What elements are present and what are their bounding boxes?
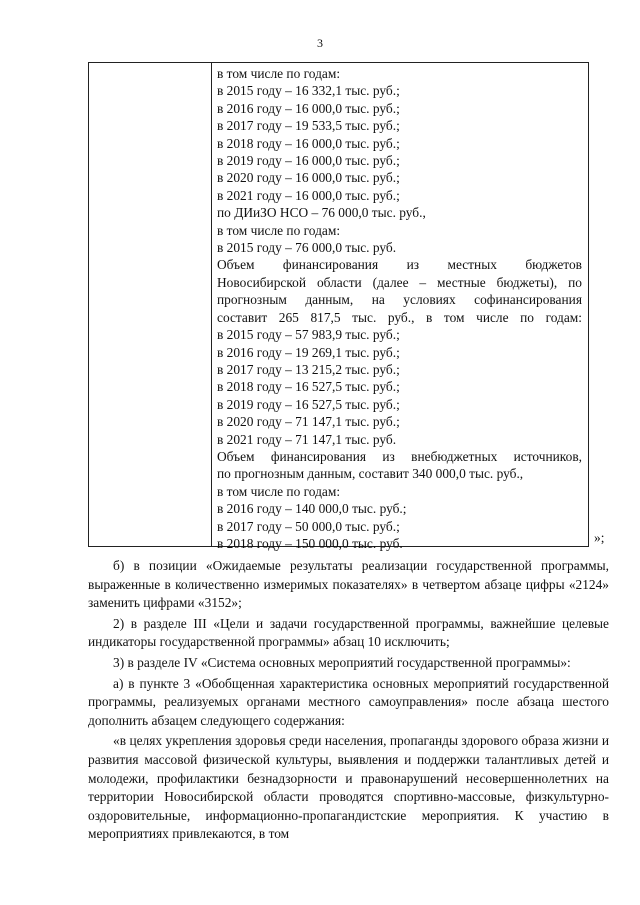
funding-table [88, 62, 589, 551]
paragraph: «в целях укрепления здоровья среди населения, пропаганды здорового образа жизни и развития массовой физической культуры, выявления и поддержки талантливых детей и молодежи, профилактики безнадзорности и правонарушений несовершеннолетних на территории Новосибирской области проводятся спортивно-массовые, физкультурно-оздоровительные, информационно-пропагандистские мероприятия. К участию в мероприятиях привлекаются, в том [88, 733, 609, 842]
paragraph: 2) в разделе III «Цели и задачи государственной программы, важнейшие целевые индикаторы государственной программы» абзац 10 исключить; [88, 615, 609, 650]
table-line: Новосибирской области (далее – местные бюджеты), по [217, 274, 582, 290]
table-right-cell [212, 63, 588, 551]
table-line: по ДИиЗО НСО – 76 000,0 тыс. руб., [217, 205, 426, 221]
table-line: в 2017 году – 50 000,0 тыс. руб.; [217, 518, 400, 534]
table-line: в 2017 году – 13 215,2 тыс. руб.; [217, 361, 400, 377]
table-line: прогнозным данным, на условиях софинансирования [217, 292, 582, 308]
table-line: в 2021 году – 71 147,1 тыс. руб. [217, 431, 397, 447]
table-line: в 2020 году – 71 147,1 тыс. руб.; [217, 414, 400, 430]
table-line: в том числе по годам: [217, 222, 341, 238]
table-line: в 2021 году – 16 000,0 тыс. руб.; [217, 187, 400, 203]
table-line: в 2019 году – 16 527,5 тыс. руб.; [217, 396, 400, 412]
table-line: в 2016 году – 140 000,0 тыс. руб.; [217, 501, 407, 517]
table-line: в 2018 году – 16 000,0 тыс. руб.; [217, 135, 400, 151]
table-line: составит 265 817,5 тыс. руб., в том числе по годам: [217, 309, 582, 325]
table-closing-quote: »; [594, 530, 605, 545]
table-line: Объем финансирования из внебюджетных источников, [217, 448, 582, 464]
table-line: в том числе по годам: [217, 483, 341, 499]
table-left-cell [89, 63, 212, 546]
table-line: в 2020 году – 16 000,0 тыс. руб.; [217, 170, 400, 186]
table-line: в том числе по годам: [217, 66, 341, 81]
amendment-text [88, 557, 609, 846]
paragraph: б) в позиции «Ожидаемые результаты реализации государственной программы, выраженные в количественно измеримых показателях» в четвертом абзаце цифры «2124» заменить цифрами «3152»; [88, 558, 609, 611]
table-line: Объем финансирования из местных бюджетов [217, 257, 582, 273]
table-line: в 2016 году – 16 000,0 тыс. руб.; [217, 100, 400, 116]
table-line: в 2016 году – 19 269,1 тыс. руб.; [217, 344, 400, 360]
table-line: в 2015 году – 16 332,1 тыс. руб.; [217, 83, 400, 99]
page-number: 3 [317, 36, 323, 50]
table-line: в 2015 году – 76 000,0 тыс. руб. [217, 240, 397, 256]
table-line: в 2018 году – 150 000,0 тыс. руб. [217, 535, 403, 551]
table-line: в 2018 году – 16 527,5 тыс. руб.; [217, 379, 400, 395]
paragraph: 3) в разделе IV «Система основных мероприятий государственной программы»: [113, 654, 571, 670]
table-line: в 2017 году – 19 533,5 тыс. руб.; [217, 118, 400, 134]
table-line: в 2019 году – 16 000,0 тыс. руб.; [217, 153, 400, 169]
table-line: по прогнозным данным, составит 340 000,0 тыс. руб., [217, 466, 524, 482]
paragraph: а) в пункте 3 «Обобщенная характеристика основных мероприятий государственной программы, реализуемых органами местного самоуправления» после абзаца шестого дополнить абзацем следующего содержания: [88, 675, 609, 728]
table-line: в 2015 году – 57 983,9 тыс. руб.; [217, 327, 400, 343]
